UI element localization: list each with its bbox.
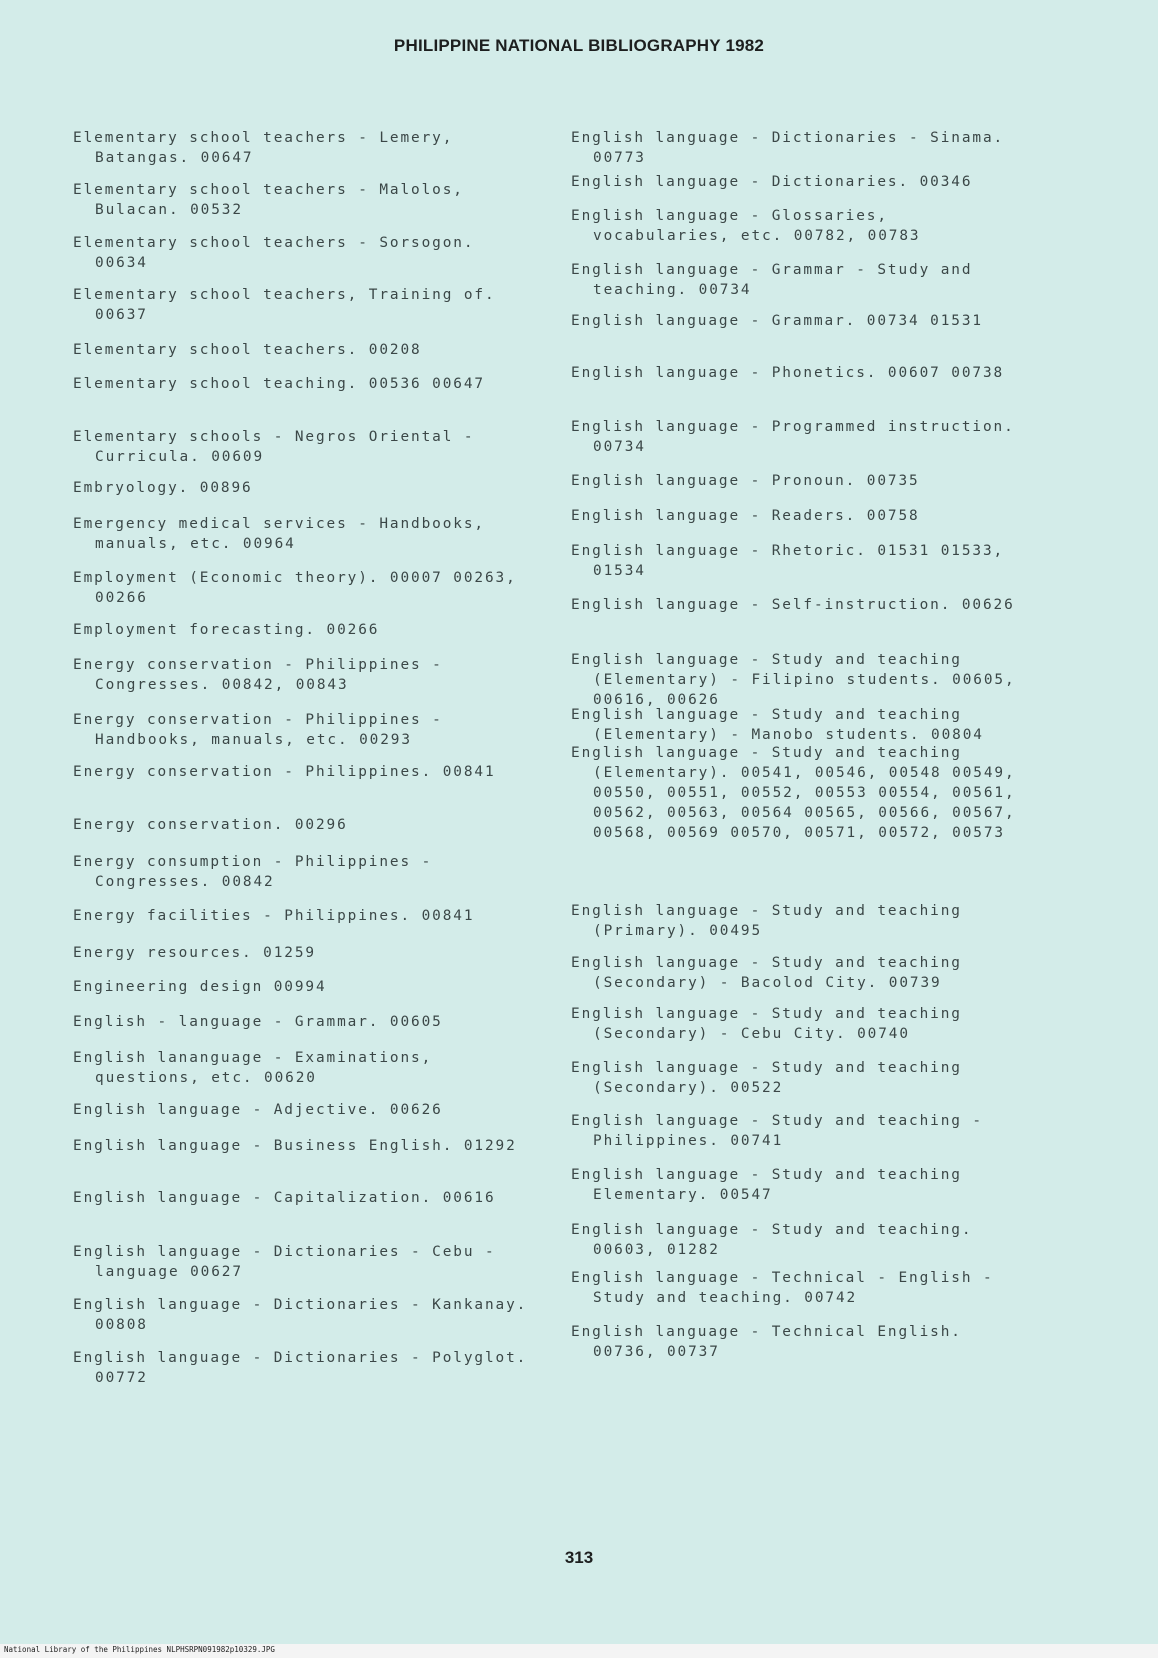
index-entry: English language - Study and teaching (Elementary). 00541, 00546, 00548 00549, 00550, 00551, 00552, 00553 00554, 00561, 00562, 00563, 00564 00565, 00566, 00567, 00568, 00569 00570, 00571, 00572, 00573 — [571, 745, 1027, 841]
index-entry: English language - Grammar. 00734 01531 — [571, 313, 983, 329]
index-entry: English language - Phonetics. 00607 00738 — [571, 365, 1005, 381]
index-entry: English language - Study and teaching (Secondary) - Bacolod City. 00739 — [571, 955, 973, 991]
index-entry: English language - Study and teaching (Secondary) - Cebu City. 00740 — [571, 1006, 973, 1042]
index-entry: Energy conservation - Philippines - Congresses. 00842, 00843 — [73, 657, 454, 693]
index-entry: English language - Study and teaching (Elementary) - Manobo students. 00804 — [571, 707, 984, 743]
page-title: PHILIPPINE NATIONAL BIBLIOGRAPHY 1982 — [393, 36, 765, 55]
index-entry: Elementary school teachers. 00208 — [73, 342, 422, 358]
index-entry: English language - Programmed instruction. 00734 — [571, 419, 1026, 455]
page-number: 313 — [564, 1548, 594, 1567]
index-entry: Energy resources. 01259 — [73, 945, 316, 961]
index-entry: English language - Pronoun. 00735 — [571, 473, 920, 489]
index-entry: English language - Dictionaries - Polyglot. 00772 — [73, 1350, 538, 1386]
index-entry: Employment (Economic theory). 00007 00263, 00266 — [73, 570, 528, 606]
index-entry: English language - Study and teaching Elementary. 00547 — [571, 1167, 973, 1203]
index-entry: Elementary school teaching. 00536 00647 — [73, 376, 485, 392]
index-entry: English language - Dictionaries - Sinama. 00773 — [571, 130, 1015, 166]
index-entry: English language - Study and teaching (Elementary) - Filipino students. 00605, 00616, 00626 — [571, 652, 1027, 708]
index-entry: English - language - Grammar. 00605 — [73, 1014, 443, 1030]
index-entry: Energy facilities - Philippines. 00841 — [73, 908, 475, 924]
index-entry: English lananguage - Examinations, questions, etc. 00620 — [73, 1050, 443, 1086]
index-entry: Energy conservation - Philippines. 00841 — [73, 764, 496, 780]
index-entry: English language - Grammar - Study and teaching. 00734 — [571, 262, 984, 298]
index-entry: English language - Rhetoric. 01531 01533, 01534 — [571, 543, 1015, 579]
index-entry: Energy consumption - Philippines - Congresses. 00842 — [73, 854, 443, 890]
index-entry: English language - Adjective. 00626 — [73, 1102, 443, 1118]
index-entry: English language - Technical English. 00736, 00737 — [571, 1324, 973, 1360]
index-entry: Energy conservation. 00296 — [73, 817, 348, 833]
index-entry: Embryology. 00896 — [73, 480, 253, 496]
index-entry: Elementary school teachers, Training of. 00637 — [73, 287, 507, 323]
index-entry: Elementary school teachers - Lemery, Batangas. 00647 — [73, 130, 464, 166]
index-entry: English language - Glossaries, vocabularies, etc. 00782, 00783 — [571, 208, 921, 244]
index-entry: English language - Readers. 00758 — [571, 508, 920, 524]
index-entry: English language - Study and teaching (Primary). 00495 — [571, 903, 973, 939]
index-entry: English language - Study and teaching - Philippines. 00741 — [571, 1113, 994, 1149]
index-entry: English language - Study and teaching. 00603, 01282 — [571, 1222, 984, 1258]
index-entry: English language - Dictionaries - Kankanay. 00808 — [73, 1297, 538, 1333]
index-entry: English language - Business English. 01292 — [73, 1138, 517, 1154]
index-entry: English language - Capitalization. 00616 — [73, 1190, 496, 1206]
index-entry: English language - Technical - English - Study and teaching. 00742 — [571, 1270, 1005, 1306]
index-entry: Elementary schools - Negros Oriental - Curricula. 00609 — [73, 429, 486, 465]
index-entry: Energy conservation - Philippines - Handbooks, manuals, etc. 00293 — [73, 712, 454, 748]
footer-credit: National Library of the Philippines NLPHSRPN091982p10329.JPG — [4, 1645, 275, 1654]
index-entry: English language - Study and teaching (Secondary). 00522 — [571, 1060, 973, 1096]
index-entry: Engineering design 00994 — [73, 979, 327, 995]
index-entry: Emergency medical services - Handbooks, manuals, etc. 00964 — [73, 516, 496, 552]
index-entry: English language - Self-instruction. 00626 — [571, 597, 1015, 613]
index-entry: Employment forecasting. 00266 — [73, 622, 380, 638]
index-entry: Elementary school teachers - Sorsogon. 00634 — [73, 235, 486, 271]
index-entry: Elementary school teachers - Malolos, Bulacan. 00532 — [73, 182, 475, 218]
index-entry: English language - Dictionaries. 00346 — [571, 174, 973, 190]
index-entry: English language - Dictionaries - Cebu - language 00627 — [73, 1244, 507, 1280]
